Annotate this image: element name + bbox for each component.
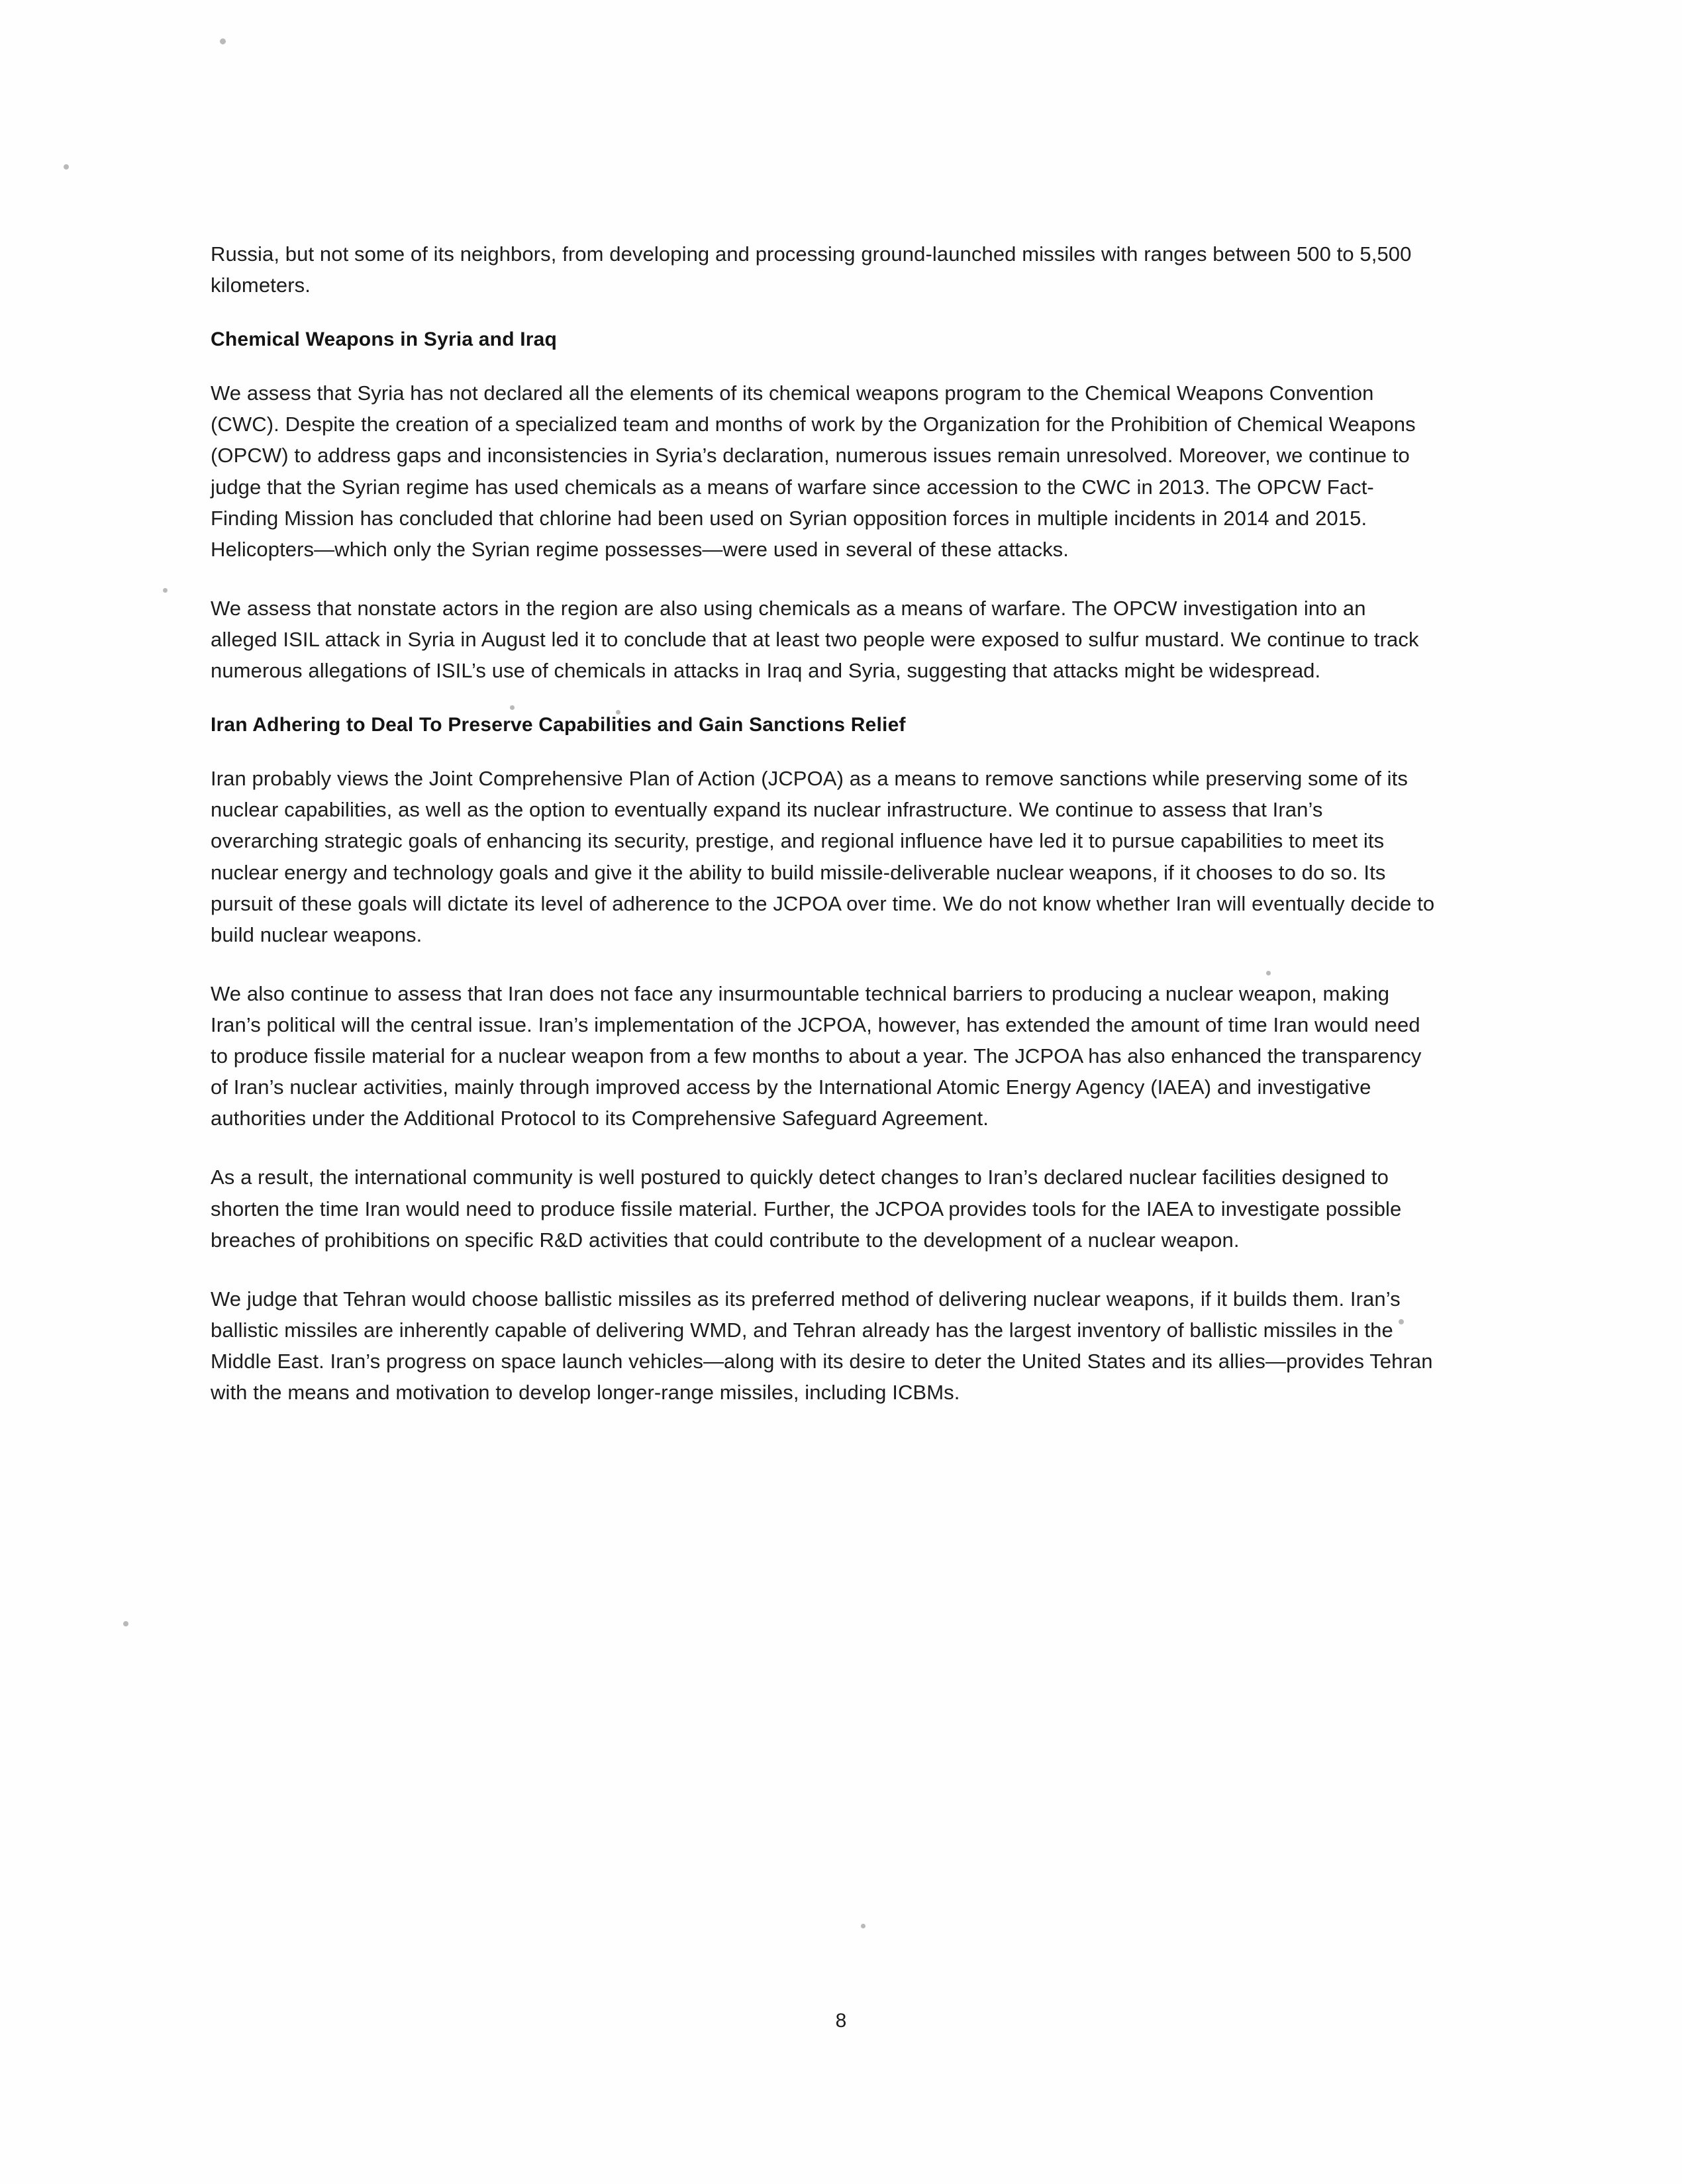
heading-iran-adhering-to-deal: Iran Adhering to Deal To Preserve Capabilities and Gain Sanctions Relief <box>211 714 906 736</box>
paragraph-iran-technical-barriers: We also continue to assess that Iran does not face any insurmountable technical barriers to producing a nuclear weapon, making Iran’s political will the central issue. Iran’s implementation of the JCPOA, however, has extended the amount of time Iran would need to produce fissile material for a nuclear weapon from a few months to about a year. The JCPOA has also enhanced the transparency of Iran’s nuclear activities, mainly through improved access by the International Atomic Energy Agency (IAEA) and investigative authorities under the Additional Protocol to its Comprehensive Safeguard Agreement. <box>211 981 1422 1130</box>
scan-speck <box>861 1924 866 1928</box>
scan-speck <box>163 588 168 593</box>
paragraph-international-community-detection: As a result, the international community is well postured to quickly detect changes to Iran’s declared nuclear facilities designed to shorten the time Iran would need to produce fissile material. Further, the JCPOA provides tools for the IAEA to investigate possible breaches of prohibitions on specific R&D activities that could contribute to the development of a nuclear weapon. <box>211 1166 1402 1252</box>
paragraph-tehran-ballistic-missiles: We judge that Tehran would choose ballistic missiles as its preferred method of delivering nuclear weapons, if it builds them. Iran’s ballistic missiles are inherently capable of delivering WMD, and Tehran already has the largest inventory of ballistic missiles in the Middle East. Iran’s progress on space launch vehicles—along with its desire to deter the United States and its allies—provides Tehran with the means and motivation to develop longer-range missiles, including ICBMs. <box>211 1287 1433 1405</box>
scan-speck <box>220 38 226 44</box>
document-body <box>211 238 1436 1436</box>
paragraph-iran-jcpoa-views: Iran probably views the Joint Comprehensive Plan of Action (JCPOA) as a means to remove sanctions while preserving some of its nuclear capabilities, as well as the option to eventually expand its nuclear infrastructure. We continue to assess that Iran’s overarching strategic goals of enhancing its security, prestige, and regional influence have led it to pursue capabilities to meet its nuclear energy and technology goals and give it the ability to build missile-deliverable nuclear weapons, if it chooses to do so. Its pursuit of these goals will dictate its level of adherence to the JCPOA over time. We do not know whether Iran will eventually decide to build nuclear weapons. <box>211 767 1435 946</box>
paragraph-inf-treaty-continuation: Russia, but not some of its neighbors, from developing and processing ground-launched missiles with ranges between 500 to 5,500 kilometers. <box>211 242 1412 297</box>
paragraph-syria-cwc-declaration: We assess that Syria has not declared all the elements of its chemical weapons program to the Chemical Weapons Convention (CWC). Despite the creation of a specialized team and months of work by the Organization for the Prohibition of Chemical Weapons (OPCW) to address gaps and inconsistencies in Syria’s declaration, numerous issues remain unresolved. Moreover, we continue to judge that the Syrian regime has used chemicals as a means of warfare since accession to the CWC in 2013. The OPCW Fact-Finding Mission has concluded that chlorine had been used on Syrian opposition forces in multiple incidents in 2014 and 2015. Helicopters—which only the Syrian regime possesses—were used in several of these attacks. <box>211 381 1416 561</box>
page-number: 8 <box>835 2010 847 2032</box>
scan-speck <box>64 164 69 170</box>
paragraph-nonstate-actors-chemicals: We assess that nonstate actors in the region are also using chemicals as a means of warfare. The OPCW investigation into an alleged ISIL attack in Syria in August led it to conclude that at least two people were exposed to sulfur mustard. We continue to track numerous allegations of ISIL’s use of chemicals in attacks in Iraq and Syria, suggesting that attacks might be widespread. <box>211 596 1419 683</box>
scan-speck <box>123 1621 128 1626</box>
heading-chemical-weapons-syria-iraq: Chemical Weapons in Syria and Iraq <box>211 328 558 351</box>
